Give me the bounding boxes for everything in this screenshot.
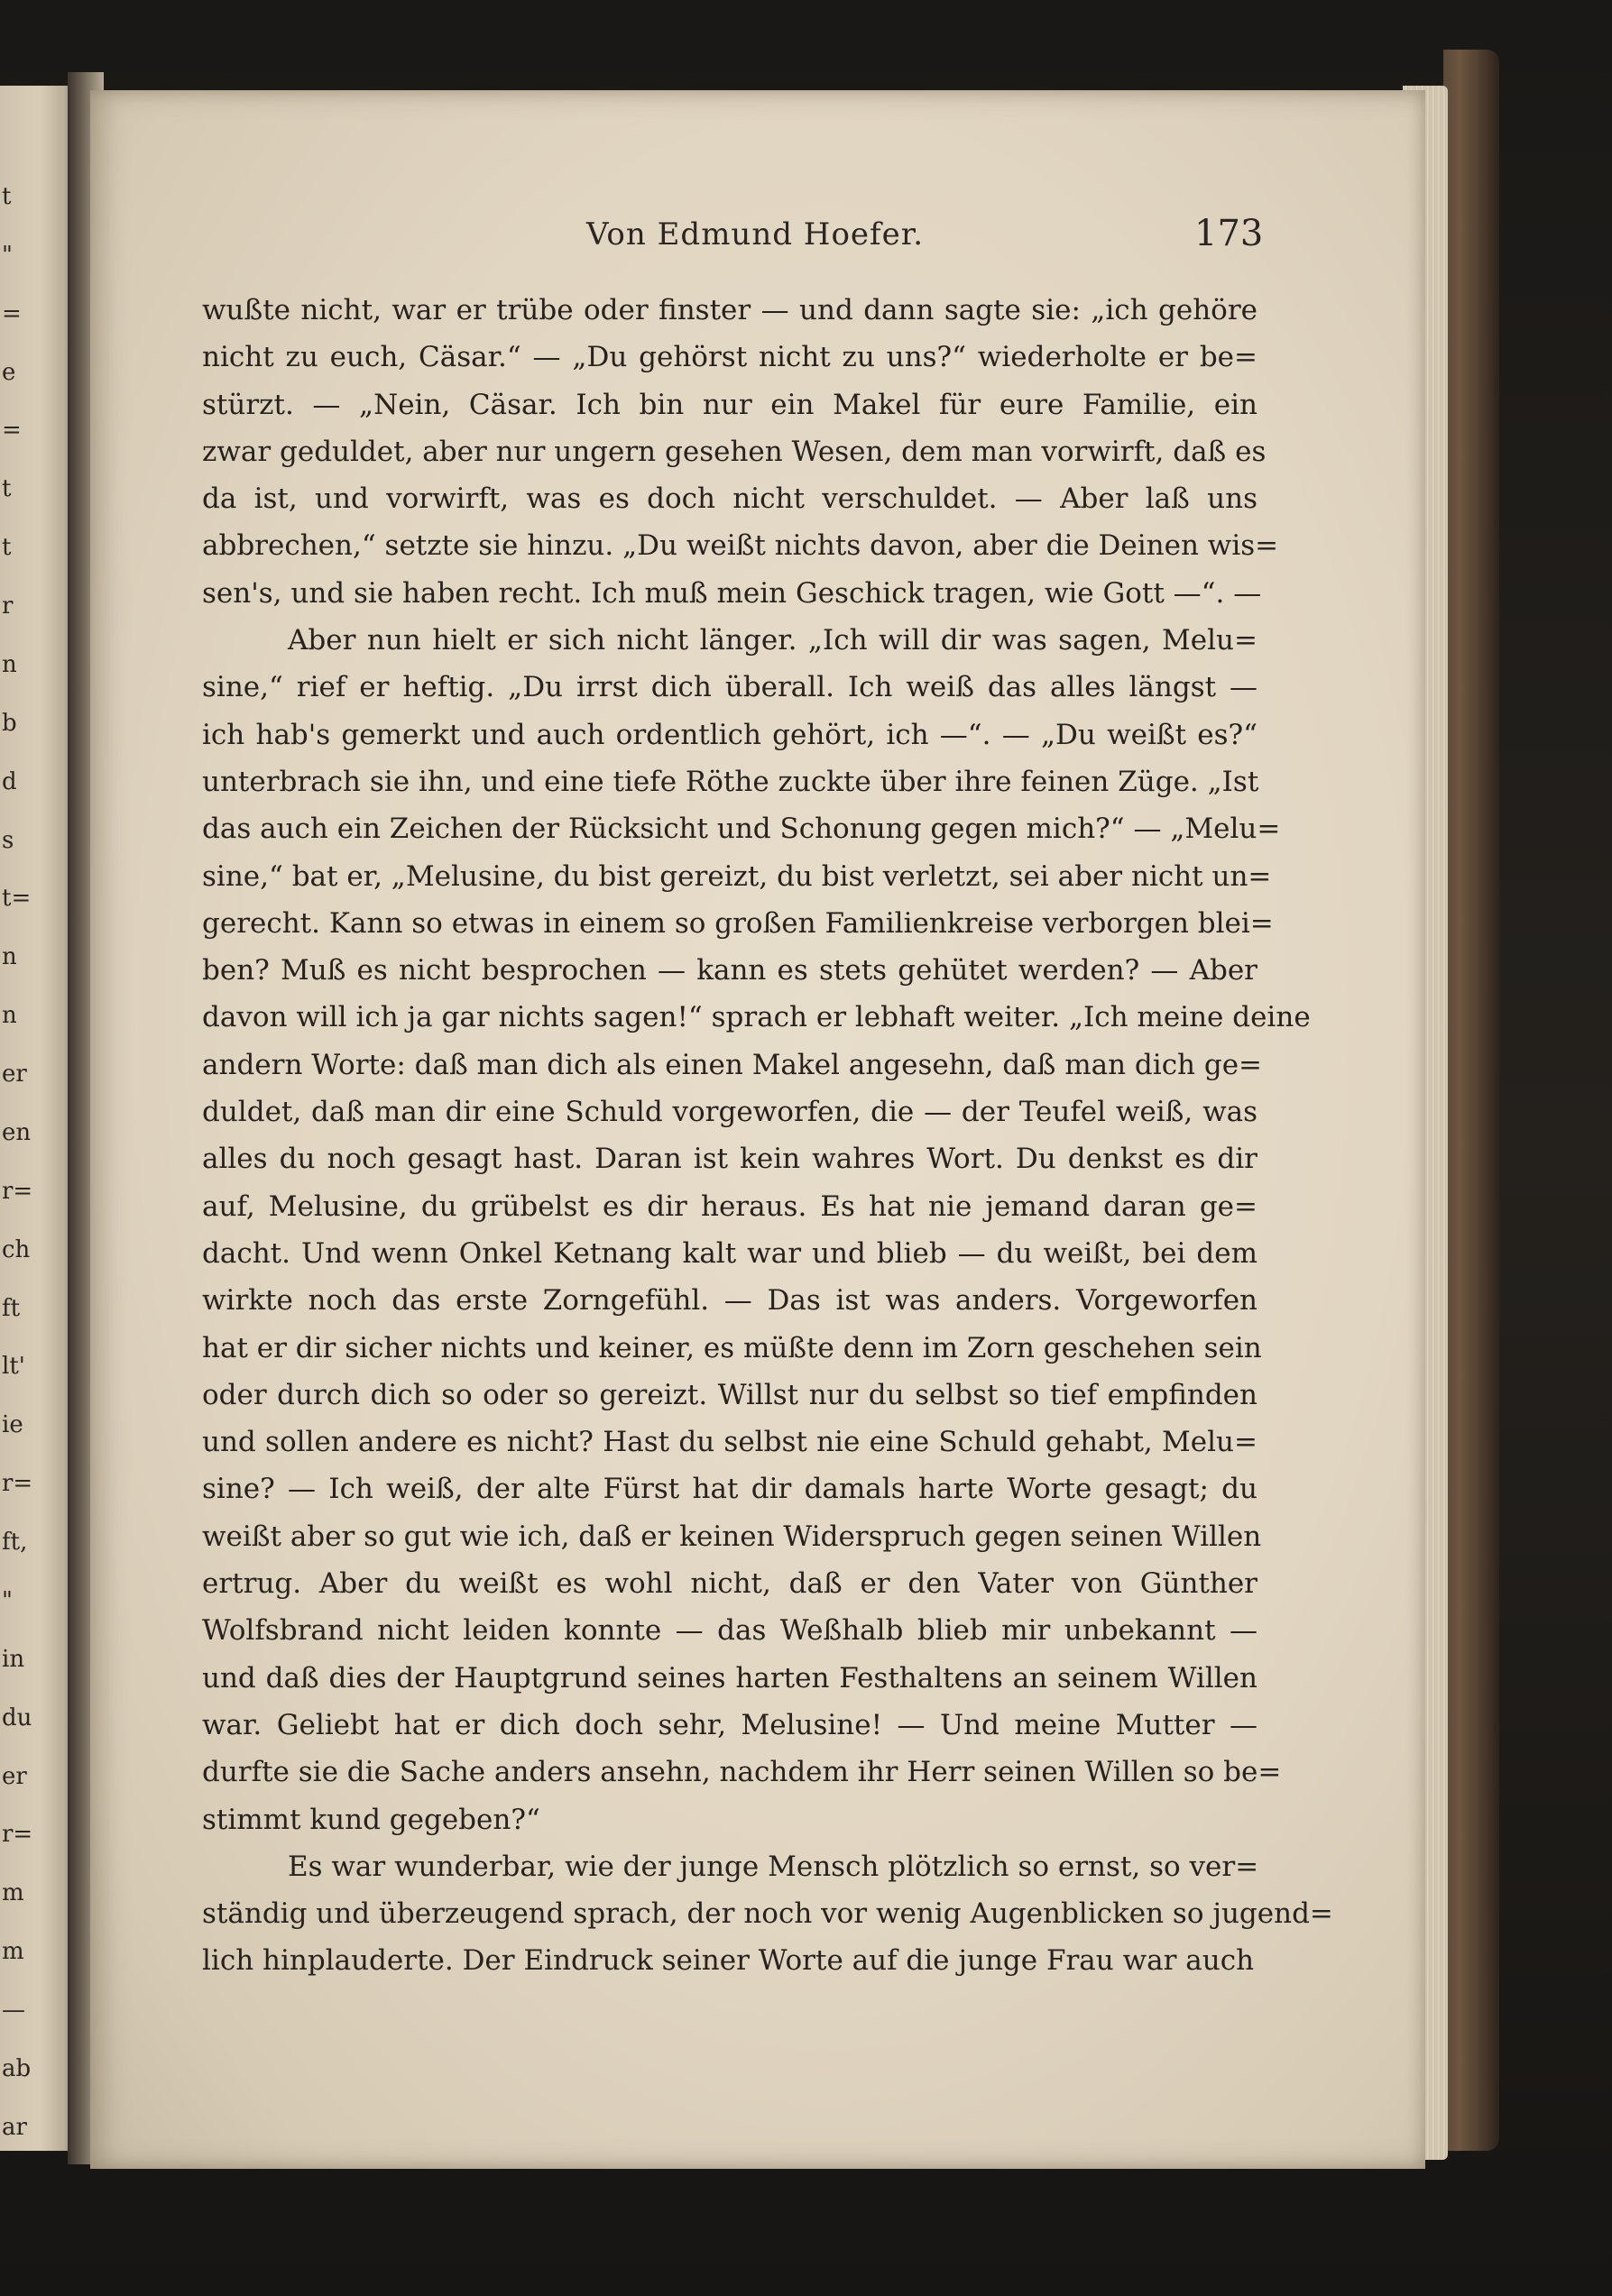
left-page-fragment: t: [2, 183, 12, 210]
text-line: Es war wunderbar, wie der junge Mensch plötzlich so ernst, so ver=: [288, 1850, 1259, 1883]
left-page-fragment: lt': [2, 1353, 25, 1381]
text-line: ertrug. Aber du weißt es wohl nicht, daß er den Vater von Günther: [202, 1567, 1257, 1601]
text-line: oder durch dich so oder so gereizt. Willst nur du selbst so tief empfinden: [202, 1378, 1257, 1411]
left-page-fragment: ": [2, 241, 13, 269]
text-line: stimmt kund gegeben?“: [202, 1803, 540, 1836]
text-line: duldet, daß man dir eine Schuld vorgeworfen, die — der Teufel weiß, was: [202, 1096, 1257, 1129]
text-line: und daß dies der Hauptgrund seines harten Festhaltens an seinem Willen: [202, 1661, 1257, 1694]
text-line: ich hab's gemerkt und auch ordentlich gehört, ich —“. — „Du weißt es?“: [202, 718, 1257, 751]
left-page-fragment: en: [2, 1118, 32, 1146]
running-head: Von Edmund Hoefer.: [586, 216, 925, 253]
left-page-fragment: b: [2, 709, 17, 737]
text-line: durfte sie die Sache anders ansehn, nachdem ihr Herr seinen Willen so be=: [202, 1756, 1282, 1789]
left-page-fragment: ft: [2, 1294, 21, 1322]
text-line: alles du noch gesagt hast. Daran ist kein wahres Wort. Du denkst es dir: [202, 1143, 1257, 1176]
left-page-fragment: n: [2, 943, 17, 971]
text-line: auf, Melusine, du grübelst es dir heraus. Es hat nie jemand daran ge=: [202, 1189, 1257, 1223]
text-line: war. Geliebt hat er dich doch sehr, Melusine! — Und meine Mutter —: [202, 1708, 1257, 1741]
left-page-fragment: r=: [2, 1470, 33, 1498]
text-line: stürzt. — „Nein, Cäsar. Ich bin nur ein Makel für eure Familie, ein: [202, 388, 1257, 421]
text-line: und sollen andere es nicht? Hast du selbst nie eine Schuld gehabt, Melu=: [202, 1426, 1257, 1459]
left-page-fragment: er: [2, 1762, 27, 1790]
text-line: sen's, und sie haben recht. Ich muß mein Geschick tragen, wie Gott —“. —: [202, 576, 1262, 610]
left-page-fragment: s: [2, 826, 14, 854]
left-page-fragment: d: [2, 767, 17, 795]
text-line: Aber nun hielt er sich nicht länger. „Ich will dir was sagen, Melu=: [288, 624, 1257, 657]
text-line: sine? — Ich weiß, der alte Fürst hat dir damals harte Worte gesagt; du: [202, 1473, 1257, 1506]
text-line: das auch ein Zeichen der Rücksicht und Schonung gegen mich?“ — „Melu=: [202, 813, 1281, 846]
text-line: nicht zu euch, Cäsar.“ — „Du gehörst nicht zu uns?“ wiederholte er be=: [202, 341, 1257, 374]
left-page-fragment: —: [2, 1997, 25, 2025]
text-line: dacht. Und wenn Onkel Ketnang kalt war und blieb — du weißt, bei dem: [202, 1236, 1257, 1270]
left-page-fragment: n: [2, 1002, 17, 1030]
text-line: weißt aber so gut wie ich, daß er keinen Widerspruch gegen seinen Willen: [202, 1520, 1262, 1553]
left-page-fragment: ch: [2, 1235, 31, 1263]
text-line: sine,“ bat er, „Melusine, du bist gereizt, du bist verletzt, sei aber nicht un=: [202, 859, 1272, 893]
text-line: wußte nicht, war er trübe oder finster — und dann sagte sie: „ich gehöre: [202, 294, 1257, 326]
text-line: wirkte noch das erste Zorngefühl. — Das ist was anders. Vorgeworfen: [202, 1284, 1257, 1318]
text-line: davon will ich ja gar nichts sagen!“ sprach er lebhaft weiter. „Ich meine deine: [202, 1001, 1311, 1034]
left-page-fragment: r: [2, 592, 14, 620]
left-page-fragment: r=: [2, 1177, 33, 1205]
text-line: abbrechen,“ setzte sie hinzu. „Du weißt nichts davon, aber die Deinen wis=: [202, 529, 1279, 563]
left-page-fragment: ft,: [2, 1529, 28, 1557]
left-page-fragment: r=: [2, 1821, 33, 1849]
left-page-fragment: in: [2, 1645, 25, 1673]
text-line: ben? Muß es nicht besprochen — kann es stets gehütet werden? — Aber: [202, 954, 1257, 987]
left-page-fragment: er: [2, 1061, 27, 1088]
text-line: da ist, und vorwirft, was es doch nicht verschuldet. — Aber laß uns: [202, 482, 1257, 516]
left-page-fragment: t: [2, 475, 12, 503]
left-page-fragment: ": [2, 1586, 13, 1614]
left-page-fragment: ar: [2, 2113, 27, 2141]
text-line: ständig und überzeugend sprach, der noch vor wenig Augenblicken so jugend=: [202, 1897, 1333, 1931]
left-facing-page: [0, 86, 72, 2151]
left-page-fragment: m: [2, 1879, 24, 1907]
text-line: Wolfsbrand nicht leiden konnte — das Weßhalb blieb mir unbekannt —: [202, 1614, 1257, 1648]
left-page-fragment: du: [2, 1704, 32, 1731]
left-page-fragment: n: [2, 650, 17, 678]
text-line: andern Worte: daß man dich als einen Makel angesehn, daß man dich ge=: [202, 1048, 1263, 1081]
text-line: sine,“ rief er heftig. „Du irrst dich überall. Ich weiß das alles längst —: [202, 671, 1257, 704]
book-cover-edge: [1443, 50, 1499, 2151]
left-page-fragment: m: [2, 1938, 24, 1966]
text-line: gerecht. Kann so etwas in einem so großen Familienkreise verborgen blei=: [202, 906, 1274, 940]
left-page-fragment: t: [2, 534, 12, 562]
text-line: lich hinplauderte. Der Eindruck seiner Worte auf die junge Frau war auch: [202, 1944, 1255, 1978]
left-page-fragment: ab: [2, 2054, 32, 2082]
left-page-fragment: e: [2, 358, 16, 386]
left-page-fragment: =: [2, 299, 22, 327]
left-page-fragment: t=: [2, 885, 32, 913]
text-line: unterbrach sie ihn, und eine tiefe Röthe zuckte über ihre feinen Züge. „Ist: [202, 765, 1259, 798]
body-text: [202, 287, 1333, 1985]
left-page-fragment: =: [2, 417, 22, 445]
left-page-fragment: ie: [2, 1411, 23, 1439]
text-line: zwar geduldet, aber nur ungern gesehen Wesen, dem man vorwirft, daß es: [202, 435, 1267, 468]
page-number: 173: [1194, 213, 1264, 254]
text-line: hat er dir sicher nichts und keiner, es müßte denn im Zorn geschehen sein: [202, 1331, 1262, 1364]
